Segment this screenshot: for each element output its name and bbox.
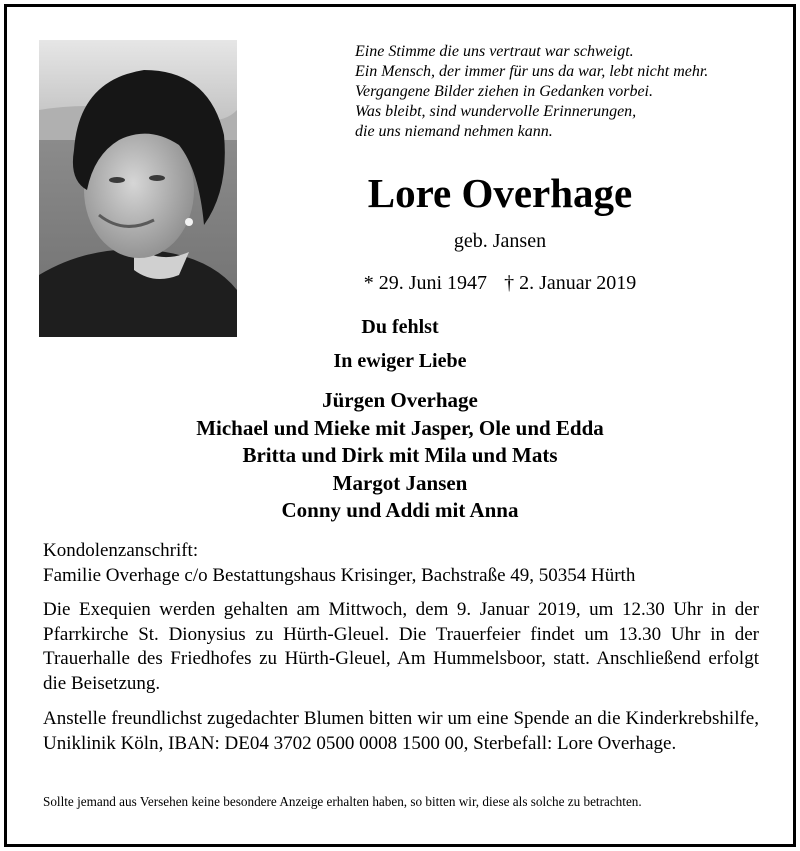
condolence-label: Kondolenzanschrift: [43, 540, 199, 561]
mourner-line: Margot Jansen [332, 470, 468, 495]
deceased-name: Lore Overhage [367, 170, 633, 216]
poem-line: Ein Mensch, der immer für uns da war, lebt nicht mehr. [355, 63, 709, 80]
poem-line: Vergangene Bilder ziehen in Gedanken vorbei. [355, 83, 653, 100]
footnote: Sollte jemand aus Versehen keine besondere Anzeige erhalten haben, so bitten wir, diese als solche zu betrachten. [43, 794, 642, 809]
death-date: † 2. Januar 2019 [504, 272, 637, 294]
condolence-address-line: Familie Overhage c/o Bestattungshaus Krisinger, Bachstraße 49, 50354 Hürth [43, 565, 636, 586]
donation-paragraph: Anstelle freundlichst zugedachter Blumen bitten wir um eine Spende an die Kinderkrebshilfe, Uniklinik Köln, IBAN: DE04 3702 0500 0008 1500 00, Sterbefall: Lore Overhage. [43, 708, 759, 754]
portrait-photo [39, 40, 237, 337]
exequien-paragraph: Die Exequien werden gehalten am Mittwoch, dem 9. Januar 2019, um 12.30 Uhr in der Pfarrkirche St. Dionysius zu Hürth-Gleuel. Die Trauerfeier findet um 13.30 Uhr in der Trauerhalle des Friedhofes zu Hürth-Gleuel, Am Hummelsboor, statt. Anschließend erfolgt die Beisetzung. [43, 599, 759, 694]
memorial-poem [355, 42, 775, 142]
poem-line: Eine Stimme die uns vertraut war schweigt. [355, 43, 634, 60]
life-dates [300, 270, 700, 296]
poem-line: die uns niemand nehmen kann. [355, 123, 553, 140]
mourner-line: Michael und Mieke mit Jasper, Ole und Edda [196, 415, 604, 440]
message-in-ewiger-liebe: In ewiger Liebe [333, 350, 467, 372]
mourner-line: Conny und Addi mit Anna [281, 498, 519, 522]
mourners-list [100, 387, 700, 525]
condolence-address [43, 538, 763, 588]
maiden-name: geb. Jansen [453, 230, 547, 252]
birth-date: * 29. Juni 1947 [363, 272, 488, 294]
mourner-line: Britta und Dirk mit Mila und Mats [242, 443, 558, 467]
poem-line: Was bleibt, sind wundervolle Erinnerungen, [355, 103, 637, 120]
mourner-line: Jürgen Overhage [322, 388, 478, 412]
message-du-fehlst: Du fehlst [361, 316, 439, 338]
